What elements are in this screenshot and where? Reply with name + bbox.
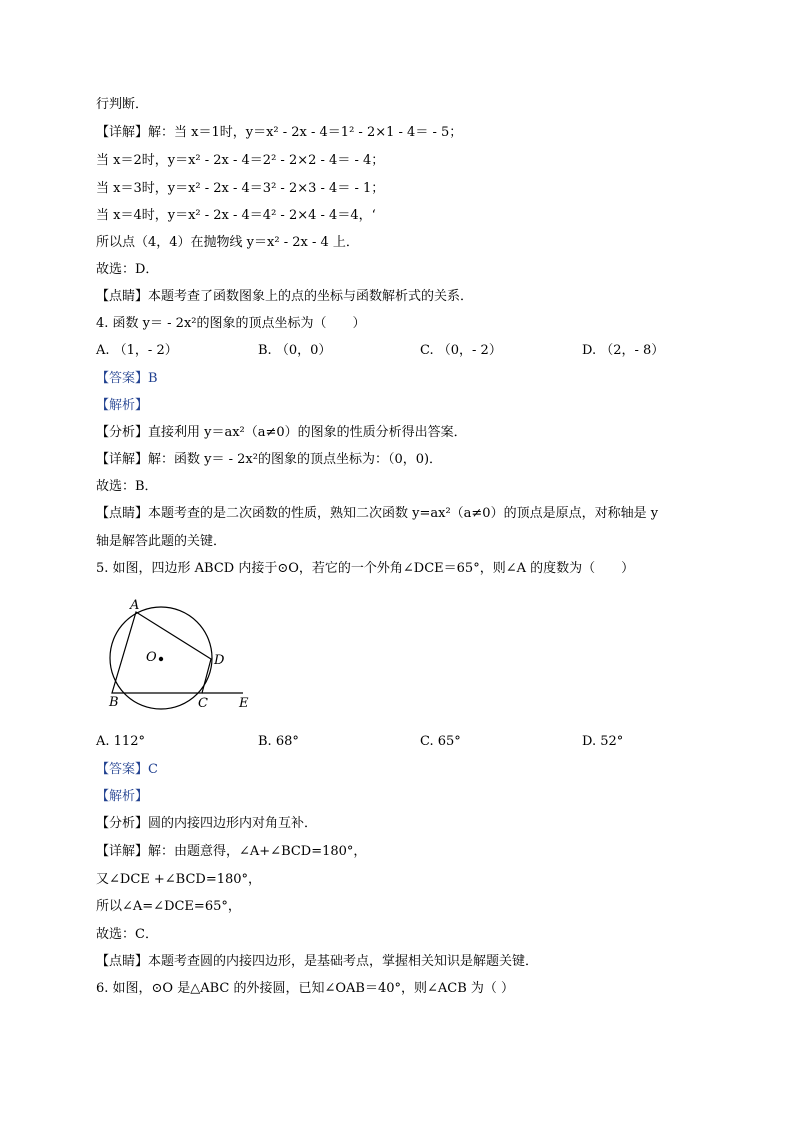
q5-option-b: B. 68° [258, 734, 299, 749]
text-line: 【分析】直接利用 y＝ax²（a≠0）的图象的性质分析得出答案． [96, 425, 467, 440]
text-line: 当 x＝4时，y＝x² - 2x - 4＝4² - 2×4 - 4＝4，‘ [96, 208, 376, 223]
question-4-stem: 4. 函数 y＝ - 2x²的图象的顶点坐标为（ ） [96, 316, 366, 331]
q5-option-a: A. 112° [96, 734, 145, 749]
text-line: 所以∠A=∠DCE=65°， [96, 899, 241, 914]
question-6-stem: 6. 如图，⊙O 是△ABC 的外接圆，已知∠OAB＝40°，则∠ACB 为（ ） [96, 981, 515, 996]
text-line: 轴是解答此题的关键． [96, 534, 227, 549]
q5-answer: 【答案】C [96, 762, 158, 777]
text-line: 【详解】解：当 x＝1时，y＝x² - 2x - 4＝1² - 2×1 - 4＝ - 5； [96, 125, 463, 140]
text-line: 又∠DCE +∠BCD=180°， [96, 872, 262, 887]
question-5-stem: 5. 如图，四边形 ABCD 内接于⊙O，若它的一个外角∠DCE＝65°，则∠A 的度数为（ ） [96, 561, 635, 576]
text-line: 当 x＝2时，y＝x² - 2x - 4＝2² - 2×2 - 4＝ - 4； [96, 153, 385, 168]
q4-option-b: B. （0，0） [258, 343, 332, 358]
q4-option-d: D. （2，- 8） [582, 343, 665, 358]
circle-quadrilateral-figure [100, 598, 260, 716]
q4-option-c: C. （0，- 2） [420, 343, 502, 358]
q5-option-c: C. 65° [420, 734, 461, 749]
text-line: 故选：B． [96, 479, 158, 494]
text-line: 故选：C． [96, 927, 158, 942]
text-line: 【分析】圆的内接四边形内对角互补． [96, 816, 318, 831]
q5-analysis-heading: 【解析】 [96, 789, 149, 804]
q4-analysis-heading: 【解析】 [96, 398, 149, 413]
label-c: C [198, 696, 208, 711]
text-line: 【详解】解：由题意得，∠A+∠BCD=180°， [96, 844, 367, 859]
text-line: 【点睛】本题考查的是二次函数的性质，熟知二次函数 y=ax²（a≠0）的顶点是原点，对称轴是 y [96, 506, 659, 521]
label-o: O [146, 650, 157, 665]
text-line: 【点睛】本题考查了函数图象上的点的坐标与函数解析式的关系． [96, 289, 474, 304]
text-line: 当 x＝3时，y＝x² - 2x - 4＝3² - 2×3 - 4＝ - 1； [96, 181, 385, 196]
label-b: B [109, 695, 119, 710]
label-a: A [130, 598, 140, 613]
label-d: D [214, 653, 225, 668]
quadrilateral-abcd [112, 612, 211, 693]
q5-option-d: D. 52° [582, 734, 624, 749]
text-line: 【详解】解：函数 y＝ - 2x²的图象的顶点坐标为：（0，0)． [96, 452, 443, 467]
text-line: 行判断． [96, 97, 149, 112]
text-line: 【点睛】本题考查圆的内接四边形，是基础考点，掌握相关知识是解题关键． [96, 954, 539, 969]
q4-option-a: A. （1，- 2） [96, 343, 178, 358]
label-e: E [239, 696, 249, 711]
q4-answer: 【答案】B [96, 371, 158, 386]
text-line: 故选：D． [96, 262, 159, 277]
center-point [159, 657, 163, 661]
text-line: 所以点（4，4）在抛物线 y＝x² - 2x - 4 上． [96, 235, 359, 250]
